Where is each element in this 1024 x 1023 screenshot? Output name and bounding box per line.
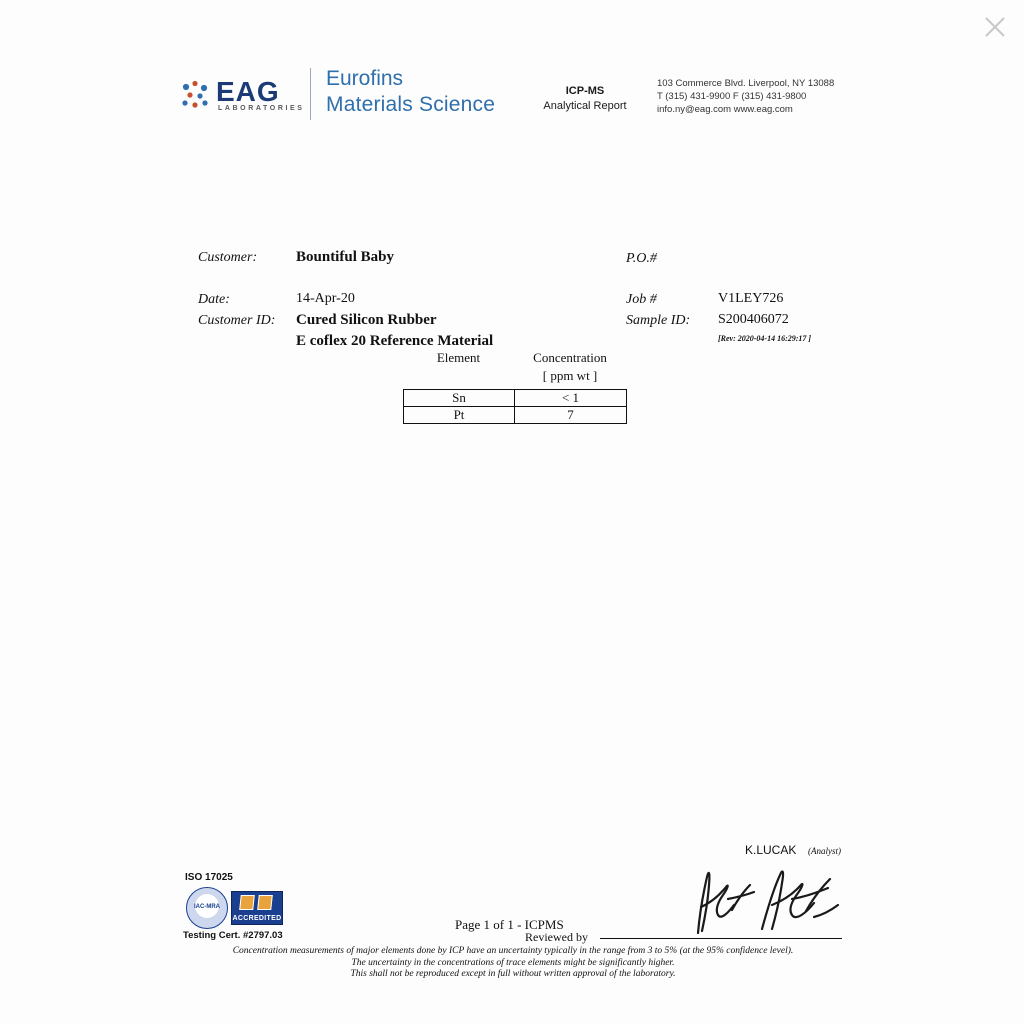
column-header-concentration-unit: [ ppm wt ] <box>542 368 598 383</box>
column-header-concentration: Concentration <box>533 350 607 365</box>
column-header-element: Element <box>436 350 481 365</box>
page-number: Page 1 of 1 - ICPMS <box>455 917 564 932</box>
cell-element: Sn <box>404 390 515 407</box>
eag-dots-icon <box>180 80 212 110</box>
accredited-badge-icon <box>231 891 283 925</box>
job-value: V1LEY726 <box>718 291 784 306</box>
date-label: Date: <box>198 292 230 307</box>
report-header <box>180 68 860 126</box>
logo-divider <box>310 68 311 120</box>
analyst-name: K.LUCAK <box>745 843 797 857</box>
results-table <box>403 350 626 424</box>
brand-line-2: Materials Science <box>326 93 496 116</box>
report-type-block <box>525 85 645 112</box>
cell-concentration: < 1 <box>515 390 627 407</box>
cell-element: Pt <box>404 407 515 424</box>
eag-laboratories-text: LABORATORIES <box>218 105 305 112</box>
disclaimer-line-3: This shall not be reproduced except in full without written approval of the laboratory. <box>350 969 676 979</box>
disclaimer-text <box>183 946 843 981</box>
sample-id-label: Sample ID: <box>626 313 691 328</box>
ilac-mra-seal-icon <box>186 887 228 929</box>
report-type: ICP-MS <box>565 85 605 97</box>
customer-label: Customer: <box>198 250 258 265</box>
sample-id-value: S200406072 <box>718 312 789 327</box>
address-line-3: info.ny@eag.com www.eag.com <box>657 104 793 115</box>
lab-address <box>657 77 834 116</box>
disclaimer-line-2: The uncertainty in the concentrations of trace elements might be significantly higher. <box>351 957 675 968</box>
eag-wordmark: EAG <box>216 76 280 107</box>
report-subtitle: Analytical Report <box>543 100 627 112</box>
job-label: Job # <box>626 292 657 307</box>
column-header-element-unit <box>403 368 514 384</box>
table-row <box>404 407 627 424</box>
eurofins-brand <box>326 66 495 118</box>
customer-id-value: Cured Silicon Rubber <box>296 312 437 328</box>
analyst-role-label: (Analyst) <box>808 846 841 856</box>
iso-standard-label: ISO 17025 <box>185 872 233 883</box>
customer-id-label: Customer ID: <box>198 313 276 328</box>
brand-line-1: Eurofins <box>326 67 404 90</box>
date-value: 14-Apr-20 <box>296 291 355 306</box>
seal-text: IAC-MRA <box>194 904 220 910</box>
revision-note: [Rev: 2020-04-14 16:29:17 ] <box>718 334 812 343</box>
close-icon[interactable] <box>982 14 1008 40</box>
testing-cert-number: Testing Cert. #2797.03 <box>183 930 283 941</box>
reviewed-by-label: Reviewed by <box>525 930 588 944</box>
address-line-1: 103 Commerce Blvd. Liverpool, NY 13088 <box>657 78 835 89</box>
eag-logo <box>180 74 305 118</box>
address-line-2: T (315) 431-9900 F (315) 431-9800 <box>657 91 807 102</box>
customer-value: Bountiful Baby <box>296 249 394 265</box>
signature-image <box>688 855 848 940</box>
accreditation-block <box>183 872 293 941</box>
po-label: P.O.# <box>626 251 657 266</box>
accreditation-logos <box>183 885 293 929</box>
customer-id-value-2: E coflex 20 Reference Material <box>296 333 494 349</box>
table-row <box>404 390 627 407</box>
cell-concentration: 7 <box>515 407 627 424</box>
disclaimer-line-1: Concentration measurements of major elements done by ICP have an uncertainty typically in the range from 3 to 5% (at the 95% confidence level). <box>232 946 794 956</box>
accredited-text: ACCREDITED <box>232 915 282 922</box>
